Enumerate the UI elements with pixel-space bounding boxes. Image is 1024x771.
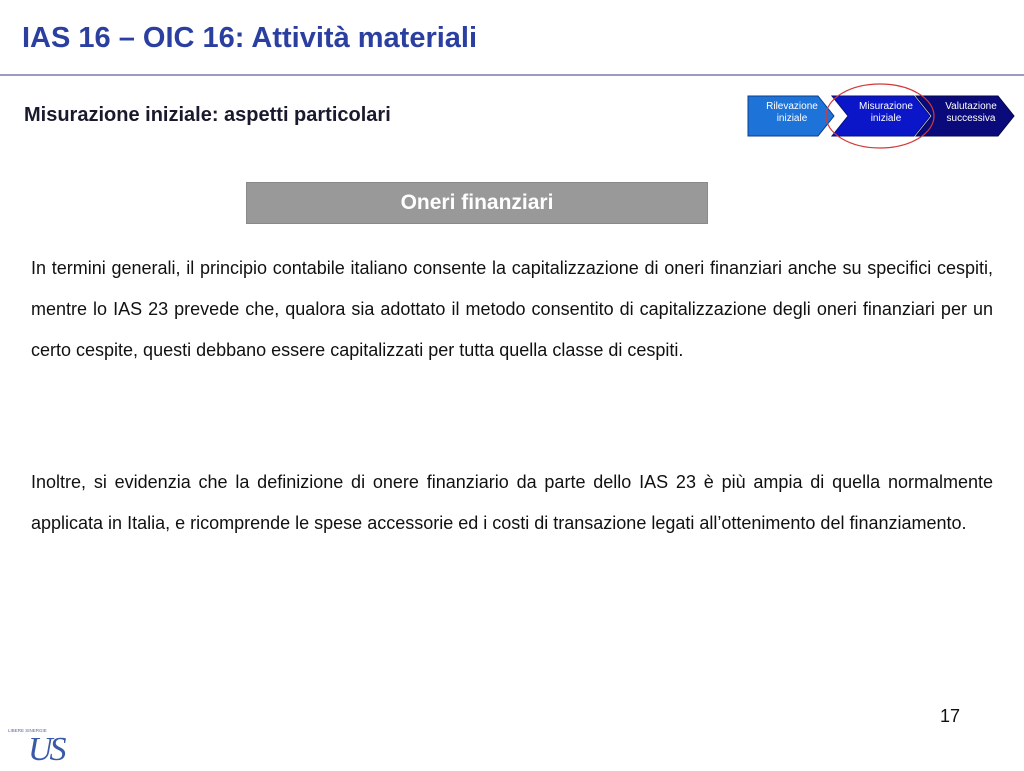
title-divider	[0, 74, 1024, 76]
process-flow	[746, 86, 1020, 150]
process-step-3-label: Valutazione successiva	[945, 101, 997, 124]
section-header-label: Oneri finanziari	[400, 191, 554, 214]
logo-letters: US	[28, 731, 64, 766]
section-subtitle: Misurazione iniziale: aspetti particolari	[24, 104, 391, 126]
page-number: 17	[940, 706, 961, 726]
paragraph-2: Inoltre, si evidenzia che la definizione di onere finanziario da parte dello IAS 23 è più ampia di quella normalmente applicata in Italia, e ricomprende le spese accessorie ed i costi di transazione legati all’ottenimento del finanziamento.	[31, 472, 993, 533]
page-title: IAS 16 – OIC 16: Attività materiali	[22, 22, 478, 54]
process-step-1-label: Rilevazione iniziale	[766, 101, 818, 124]
logo-small-text: LIBERE SINERGIE	[8, 728, 47, 733]
process-step-2-label: Misurazione iniziale	[859, 101, 913, 124]
paragraph-1: In termini generali, il principio contabile italiano consente la capitalizzazione di oneri finanziari anche su specifici cespiti, mentre lo IAS 23 prevede che, qualora sia adottato il metodo consentito di capitalizzazione degli oneri finanziari per un certo cespite, questi debbano essere capitalizzati per tutta quella classe di cespiti.	[31, 258, 993, 360]
section-header-box	[246, 182, 708, 224]
university-logo-icon	[6, 722, 86, 766]
